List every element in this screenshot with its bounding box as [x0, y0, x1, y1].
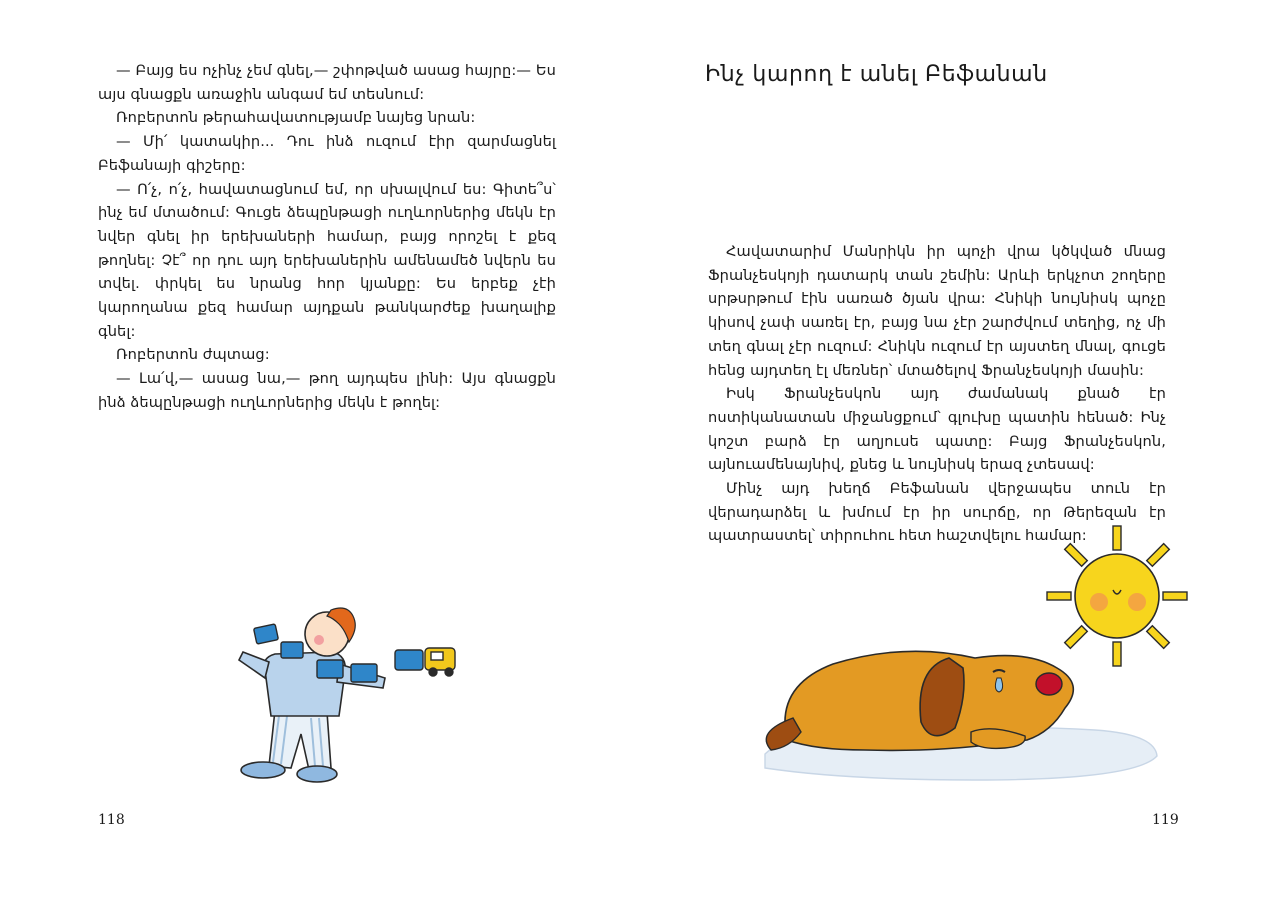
paragraph: — Ո՛չ, ո՛չ, հավատացնում եմ, որ սխալվում ես: Գիտե՞ս՝ ինչ եմ մտածում: Գուցե ձեպընթացի ուղևորներից մեկն էր նվեր գնել իր երեխաների համար, բայց որոշել է քեզ թողնել: Չէ՞ որ դու այդ երեխաներին ամենամեծ նվերն ես տվել. փրկել ես նրանց հոր կյանքը: Ես երբեք չէի կարողանա քեզ համար այդքան թանկարժեք խաղալիք գնել:: [98, 180, 556, 340]
paragraph: Հավատարիմ Մանրիկն իր պոչի վրա կծկված մնաց Ֆրանչեսկոյի դատարկ տան շեմին: Արևի երկչոտ շողերը սրթսրթում էին սառած ծյան վրա: Հնիկի նույնիսկ պոչը կիսով չափ սառել էր, բայց նա չէր շարժվում տեղից, ոչ մի տեղ գնալ չէր ուզում: Հնիկն ուզում էր այստեղ մնալ, գուցե հենց այդտեղ էլ մեռներ՝ մտածելով Ֆրանչեսկոյի մասին:: [708, 243, 1166, 379]
pajama-pants: [269, 710, 331, 770]
paragraph: — Մի՛ կատակիր... Դու ինձ ուզում էիր զարմացնել Բեֆանայի գիշերը:: [98, 133, 556, 174]
right-page-text: [708, 240, 1166, 548]
dog-nose: [1036, 673, 1062, 695]
dog-tear: [995, 678, 1002, 692]
left-slipper: [241, 762, 285, 778]
left-page: [0, 0, 634, 900]
paragraph: Մինչ այդ խեղճ Բեֆանան վերջապես տուն էր վերադարձել և խմում էր իր սուրճը, որ Թերեզան էր պատրաստել՝ տիրուհու հետ հաշտվելու համար:: [708, 480, 1166, 545]
chapter-title: Ինչ կարող է անել Բեֆանան: [705, 62, 1048, 87]
paragraph: Ռոբերտոն թերահավատությամբ նայեց նրան:: [116, 109, 476, 127]
sun: [1047, 526, 1187, 666]
paragraph: Իսկ Ֆրանչեսկոն այդ ժամանակ քնած էր ոստիկանատան միջանցքում՝ գլուխը պատին հենած: Ինչ կոշտ բարձ էր աղյուսե պատը: Բայց Ֆրանչեսկոն, այնուամենայնիվ, քնեց և նույնիսկ երազ չտեսավ:: [708, 385, 1166, 474]
left-page-text: [98, 59, 556, 415]
right-slipper: [297, 766, 337, 782]
page-number-right: 119: [1152, 812, 1179, 828]
paragraph: — Լա՛վ,— ասաց նա,— թող այդպես լինի: Այս գնացքն ինձ ձեպընթացի ուղևորներից մեկն է թողել:: [98, 370, 556, 411]
sad-dog-with-sun-illustration: [735, 518, 1200, 793]
paragraph: — Բայց ես ոչինչ չեմ գնել,— շփոթված ասաց հայրը:— Ես այս գնացքն առաջին անգամ եմ տեսնում:: [98, 62, 556, 103]
boy-with-toy-train-illustration: [235, 598, 465, 788]
left-arm: [239, 652, 269, 678]
right-page: [635, 0, 1269, 900]
page-number-left: 118: [98, 812, 125, 828]
paragraph: Ռոբերտոն ժպտաց:: [116, 346, 270, 364]
boy-cheek: [314, 635, 324, 645]
